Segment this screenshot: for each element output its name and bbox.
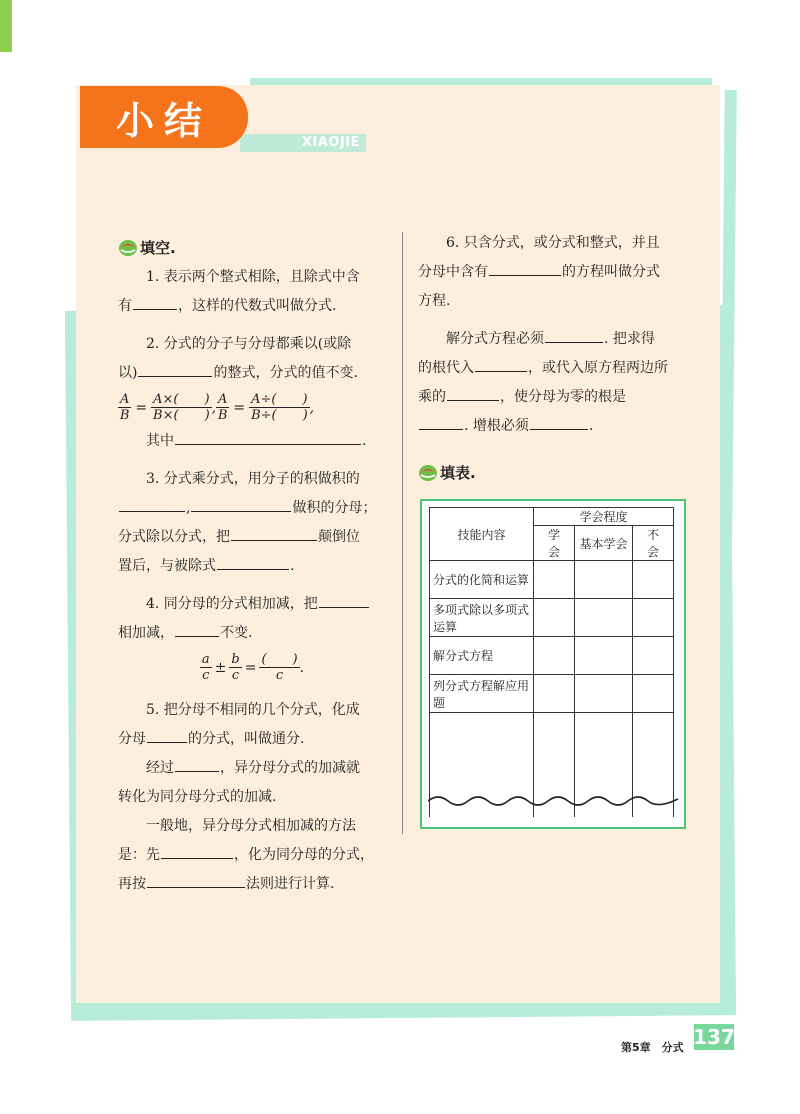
- chapter-footer: 第5章 分式: [621, 1041, 684, 1054]
- blank-field: [217, 553, 289, 570]
- blank-field: [175, 620, 219, 637]
- fraction: $\frac{A}{B}$: [217, 392, 228, 423]
- fill-table-heading-text: 填表.: [440, 464, 476, 482]
- blank-field: [147, 871, 245, 888]
- item6-line2: 分母中含有 的方程叫做分式: [418, 258, 686, 287]
- blank-field: [161, 842, 233, 859]
- table-row-label: 列分式方程解应用题: [430, 675, 534, 713]
- section-badge-icon: [418, 464, 438, 482]
- fraction: $\frac{( )}{c}$: [261, 652, 298, 683]
- item5-line6: 是：先 ，化为同分母的分式，: [118, 841, 386, 870]
- table-cell[interactable]: [534, 675, 575, 713]
- table-row: [430, 637, 674, 675]
- blank-field: [530, 413, 588, 430]
- blank-field: [175, 428, 361, 445]
- item6-line3: 方程.: [418, 293, 451, 309]
- table-cell[interactable]: [534, 637, 575, 675]
- item6-line1: 6. 只含分式，或分式和整式，并且: [446, 235, 660, 251]
- table-subheader: 基本学会: [575, 526, 633, 561]
- table-row-label: 多项式除以多项式运算: [430, 599, 534, 637]
- blank-field: [489, 259, 561, 276]
- table-row: [430, 675, 674, 713]
- torn-edge-wave: [428, 791, 678, 811]
- item4-formula: $\frac{a}{c}$ ± $\frac{b}{c}$ = $\frac{( )}{c}$ .: [201, 652, 305, 683]
- subtitle-strip: [240, 134, 366, 152]
- table-header-skill: 技能内容: [430, 508, 534, 561]
- page-title: 小结: [116, 98, 213, 143]
- fraction: $\frac{A\times( )}{B\times( )}$: [153, 392, 210, 423]
- item2-line2: 以) 的整式，分式的值不变.: [118, 359, 386, 388]
- blank-field: [147, 726, 187, 743]
- table-header-group: 学会程度: [534, 508, 674, 526]
- item6-line5: 的根代入 ，或代入原方程两边所: [418, 354, 686, 383]
- item4-line2: 相加减， 不变.: [118, 619, 386, 648]
- blank-field: [447, 384, 499, 401]
- table-cell[interactable]: [633, 675, 674, 713]
- fill-table-heading: [418, 462, 476, 483]
- fill-blank-heading-text: 填空.: [140, 239, 176, 257]
- table-cell[interactable]: [633, 637, 674, 675]
- table-row: [430, 599, 674, 637]
- blank-field: [419, 413, 463, 430]
- item5-line7: 再按 法则进行计算.: [118, 870, 386, 899]
- blank-field: [119, 495, 185, 512]
- item2-formula: $\frac{A}{B}$ = $\frac{A\times( )}{B\times( )}$ , $\frac{A}{B}$ = $\frac{A\div( )}{B\div( )}$ ,: [119, 392, 315, 423]
- item6-line6: 乘的 ，使分母为零的根是: [418, 383, 686, 412]
- item3-line3: 分式除以分式，把 颠倒位: [118, 523, 386, 552]
- fraction: $\frac{b}{c}$: [231, 652, 240, 683]
- blank-field: [231, 524, 317, 541]
- blank-field: [191, 495, 291, 512]
- fraction: $\frac{a}{c}$: [201, 652, 210, 683]
- item5-line4: 转化为同分母分式的加减.: [118, 789, 277, 805]
- item2-line3: 其中 .: [118, 427, 386, 456]
- item3-line4: 置后，与被除式 .: [118, 552, 386, 581]
- item5-line2: 分母 的分式，叫做通分.: [118, 725, 386, 754]
- table-cell[interactable]: [575, 675, 633, 713]
- table-row-label: 分式的化简和运算: [430, 561, 534, 599]
- fill-blank-heading: [118, 237, 176, 258]
- table-cell[interactable]: [633, 561, 674, 599]
- item5-line3: 经过 ，异分母分式的加减就: [118, 754, 386, 783]
- blank-field: [138, 360, 212, 377]
- page-number: 137: [693, 1025, 735, 1049]
- subtitle: XIAOJIE: [301, 135, 360, 150]
- item6-line4: 解分式方程必须 . 把求得: [418, 325, 686, 354]
- table-cell[interactable]: [534, 599, 575, 637]
- item3-line1: 3. 分式乘分式，用分子的积做积的: [146, 471, 360, 487]
- item1-line1: 1. 表示两个整式相除，且除式中含: [146, 269, 360, 285]
- table-cell[interactable]: [633, 599, 674, 637]
- item6-line7: . 增根必须 .: [418, 412, 686, 441]
- blank-field: [545, 326, 603, 343]
- column-divider: [402, 232, 403, 834]
- table-row: [430, 561, 674, 599]
- table-cell[interactable]: [575, 561, 633, 599]
- item1-line2: 有 ，这样的代数式叫做分式.: [118, 292, 386, 321]
- item5-line5: 一般地，异分母分式相加减的方法: [146, 818, 356, 834]
- item5-line1: 5. 把分母不相同的几个分式，化成: [146, 702, 360, 718]
- title-tab: [80, 86, 248, 148]
- table-cell[interactable]: [575, 637, 633, 675]
- skills-table: [429, 507, 674, 817]
- item3-line2: , 做积的分母；: [118, 494, 386, 523]
- section-badge-icon: [118, 239, 138, 257]
- blank-field: [319, 591, 369, 608]
- item2-line1: 2. 分式的分子与分母都乘以(或除: [146, 336, 352, 352]
- fraction: $\frac{A}{B}$: [119, 392, 130, 423]
- item4-line1: 4. 同分母的分式相加减，把: [118, 590, 386, 619]
- corner-green-tab: [0, 0, 12, 52]
- table-subheader: 不 会: [633, 526, 674, 561]
- table-cell[interactable]: [575, 599, 633, 637]
- table-row-label: 解分式方程: [430, 637, 534, 675]
- skills-table-box: [420, 499, 686, 829]
- blank-field: [175, 755, 219, 772]
- right-column: [418, 229, 686, 441]
- blank-field: [133, 293, 177, 310]
- left-column: [118, 263, 386, 899]
- fraction: $\frac{A\div( )}{B\div( )}$: [251, 392, 308, 423]
- table-cell[interactable]: [534, 561, 575, 599]
- blank-field: [475, 355, 527, 372]
- table-subheader: 学 会: [534, 526, 575, 561]
